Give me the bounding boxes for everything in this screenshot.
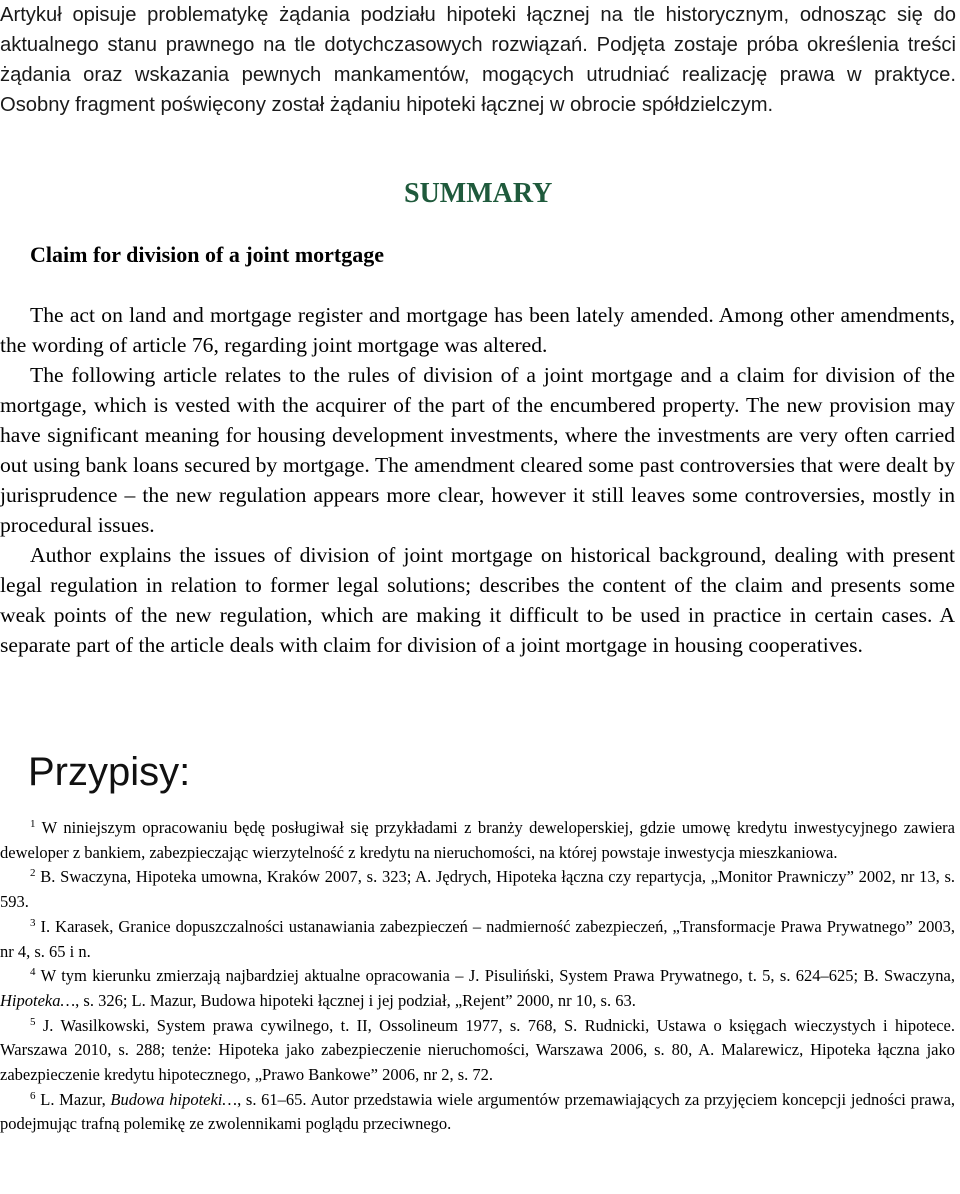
footnote-number: 3 [30,916,36,929]
footnotes-list [0,816,955,1137]
summary-body [0,300,955,660]
footnote-text: I. Karasek, Granice dopuszczalności ustanawiania zabezpieczeń – nadmierność zabezpieczeń, „Transformacje Prawa Prywatnego” 2003, nr 4, s. 65 i n. [0,916,955,961]
footnotes-heading: Przypisy: [28,750,191,794]
footnote-italic-title: Budowa hipoteki… [110,1089,238,1109]
footnote-text: , s. 326; L. Mazur, Budowa hipoteki łącznej i jej podział, „Rejent” 2000, nr 10, s. 63. [75,990,636,1010]
summary-paragraph: The following article relates to the rules of division of a joint mortgage and a claim for division of the mortgage, which is vested with the acquirer of the part of the encumbered property. The new provision may have significant meaning for housing development investments, where the investments are very often carried out using bank loans secured by mortgage. The amendment cleared some past controversies that were dealt by jurisprudence – the new regulation appears more clear, however it still leaves some controversies, mostly in procedural issues. [0,363,955,537]
footnote-number: 5 [30,1015,36,1028]
footnote [0,1088,955,1137]
summary-paragraph: Author explains the issues of division of joint mortgage on historical background, dealing with present legal regulation in relation to former legal solutions; describes the content of the claim and presents some weak points of the new regulation, which are making it difficult to be used in practice in certain cases. A separate part of the article deals with claim for division of a joint mortgage in housing cooperatives. [0,543,955,657]
footnote [0,865,955,914]
footnote-text: W tym kierunku zmierzają najbardziej aktualne opracowania – J. Pisuliński, System Prawa Prywatnego, t. 5, s. 624–625; B. Swaczyna, [40,966,955,986]
footnote-number: 6 [30,1089,36,1102]
footnote-text: J. Wasilkowski, System prawa cywilnego, t. II, Ossolineum 1977, s. 768, S. Rudnicki, Ustawa o księgach wieczystych i hipotece. Warszawa 2010, s. 288; tenże: Hipoteka jako zabezpieczenie nieruchomości, Warszawa 2006, s. 80, A. Malarewicz, Hipoteka łączna jako zabezpieczenie kredytu hipotecznego, „Prawo Bankowe” 2006, nr 2, s. 72. [0,1015,955,1085]
polish-abstract: Artykuł opisuje problematykę żądania podziału hipoteki łącznej na tle historycznym, odnosząc się do aktualnego stanu prawnego na tle dotychczasowych rozwiązań. Podjęta zostaje próba określenia treści żądania oraz wskazania pewnych mankamentów, mogących utrudniać realizację prawa w praktyce. Osobny fragment poświęcony został żądaniu hipoteki łącznej w obrocie spółdzielczym. [0,4,956,116]
footnote [0,915,955,964]
summary-title: Claim for division of a joint mortgage [30,242,385,267]
footnote-text: W niniejszym opracowaniu będę posługiwał się przykładami z branży deweloperskiej, gdzie umowę kredytu inwestycyjnego zawiera deweloper z bankiem, zabezpieczając wierzytelność z kredytu na nieruchomości, na której powstaje inwestycja mieszkaniowa. [0,818,955,862]
footnote-text: , s. 61–65. Autor przedstawia wiele argumentów przemawiających za przyjęciem koncepcji jedności prawa, podejmując trafną polemikę ze zwolennikami poglądu przeciwnego. [0,1089,956,1134]
footnote-number: 1 [30,818,36,830]
summary-heading: SUMMARY [404,178,553,209]
footnote-number: 4 [30,966,36,979]
footnote-italic-title: Hipoteka… [0,990,76,1010]
footnote-text: B. Swaczyna, Hipoteka umowna, Kraków 2007, s. 323; A. Jędrych, Hipoteka łączna czy repartycja, „Monitor Prawniczy” 2002, nr 13, s. 593. [0,867,955,912]
footnote [0,1014,955,1088]
footnote-text: L. Mazur, [40,1089,111,1109]
summary-paragraph: The act on land and mortgage register and mortgage has been lately amended. Among other amendments, the wording of article 76, regarding joint mortgage was altered. [0,303,955,357]
footnote [0,964,955,1013]
footnote-number: 2 [30,867,36,880]
footnote [0,816,955,865]
